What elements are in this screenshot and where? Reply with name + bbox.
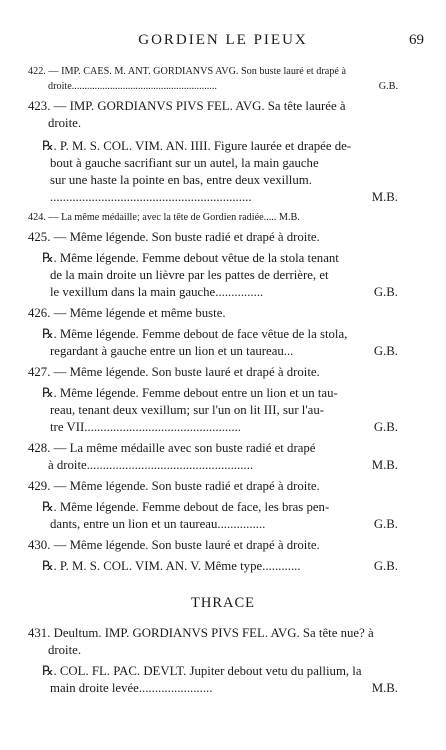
size-reference: G.B. [371,558,398,575]
entry-line: 426. — Même légende et même buste. [28,306,226,320]
reverse-line: de la main droite un lièvre par les pattes de derrière, et [50,268,329,282]
entry-line: droite. [48,643,82,657]
reverse-line: ℞. COL. FL. PAC. DEVLT. Jupiter debout vetu du pallium, la [42,664,362,678]
reverse-line: tre VII................................................. G.B. [50,420,398,434]
reverse-line: bout à gauche sacrifiant sur un autel, la main gauche [50,156,319,170]
section-heading: THRACE [191,595,255,611]
entry-line: droite......................................................... G.B. [48,81,398,92]
reverse-line: ℞. Même légende. Femme debout de face vêtue de la stola, [42,327,348,341]
entry-line: 429. — Même légende. Son buste radié et drapé à droite. [28,479,320,493]
reverse-line: ............................................................... M.B. [50,190,398,204]
coin-entry-429 [0,478,446,533]
coin-entry-426 [0,305,446,360]
size-reference: G.B. [371,419,398,436]
entry-line: 431. Deultum. IMP. GORDIANVS PIVS FEL. AVG. Sa tête nue? à [28,626,374,640]
coin-entry-422 [0,64,446,94]
size-reference: G.B. [371,343,398,360]
reverse-line: ℞. Même légende. Femme debout vêtue de la stola tenant [42,251,339,265]
reverse-line: regardant à gauche entre un lion et un taureau... G.B. [50,344,398,358]
reverse-line: dants, entre un lion et un taureau............... G.B. [50,517,398,531]
reverse-line: ℞. P. M. S. COL. VIM. AN. V. Même type............ G.B. [42,559,398,573]
coin-entry-430 [0,537,446,575]
entry-line: 425. — Même légende. Son buste radié et drapé à droite. [28,230,320,244]
size-reference: M.B. [369,680,398,697]
coin-entry-424 [0,210,446,225]
size-reference: M.B. [369,457,398,474]
reverse-line: main droite levée....................... M.B. [50,681,398,695]
entry-line: 428. — La même médaille avec son buste radié et drapé [28,441,316,455]
reverse-line: ℞. Même légende. Femme debout de face, les bras pen- [42,500,330,514]
coin-entry-425 [0,229,446,301]
entry-line: droite. [48,116,82,130]
reverse-line: ℞. P. M. S. COL. VIM. AN. IIII. Figure laurée et drapée de- [42,139,352,153]
coin-entry-431 [0,625,446,697]
entry-line: 423. — IMP. GORDIANVS PIVS FEL. AVG. Sa tête laurée à [28,99,346,113]
reverse-line: ℞. Même légende. Femme debout entre un lion et un tau- [42,386,338,400]
coin-entry-427 [0,364,446,436]
reverse-line: sur une haste la pointe en bas, entre deux vexillum. [50,173,312,187]
catalogue-content [0,64,446,697]
entry-line: à droite.................................................... M.B. [48,458,398,472]
coin-entry-423 [0,98,446,206]
page-number: 69 [409,32,424,48]
coin-entry-428 [0,440,446,474]
reverse-line: reau, tenant deux vexillum; sur l'un on lit III, sur l'au- [50,403,324,417]
page-header [24,32,422,52]
size-reference: G.B. [376,79,398,94]
running-title: GORDIEN LE PIEUX [138,32,308,48]
reverse-line: le vexillum dans la main gauche............... G.B. [50,285,398,299]
entry-line: 422. — IMP. CAES. M. ANT. GORDIANVS AVG. Son buste lauré et drapé à [28,66,346,77]
size-reference: M.B. [369,189,398,206]
entry-line: 430. — Même légende. Son buste lauré et drapé à droite. [28,538,320,552]
entry-line: 427. — Même légende. Son buste lauré et drapé à droite. [28,365,320,379]
entry-line: 424. — La même médaille; avec la tête de Gordien radiée..... M.B. [28,212,300,223]
size-reference: G.B. [371,516,398,533]
size-reference: G.B. [371,284,398,301]
